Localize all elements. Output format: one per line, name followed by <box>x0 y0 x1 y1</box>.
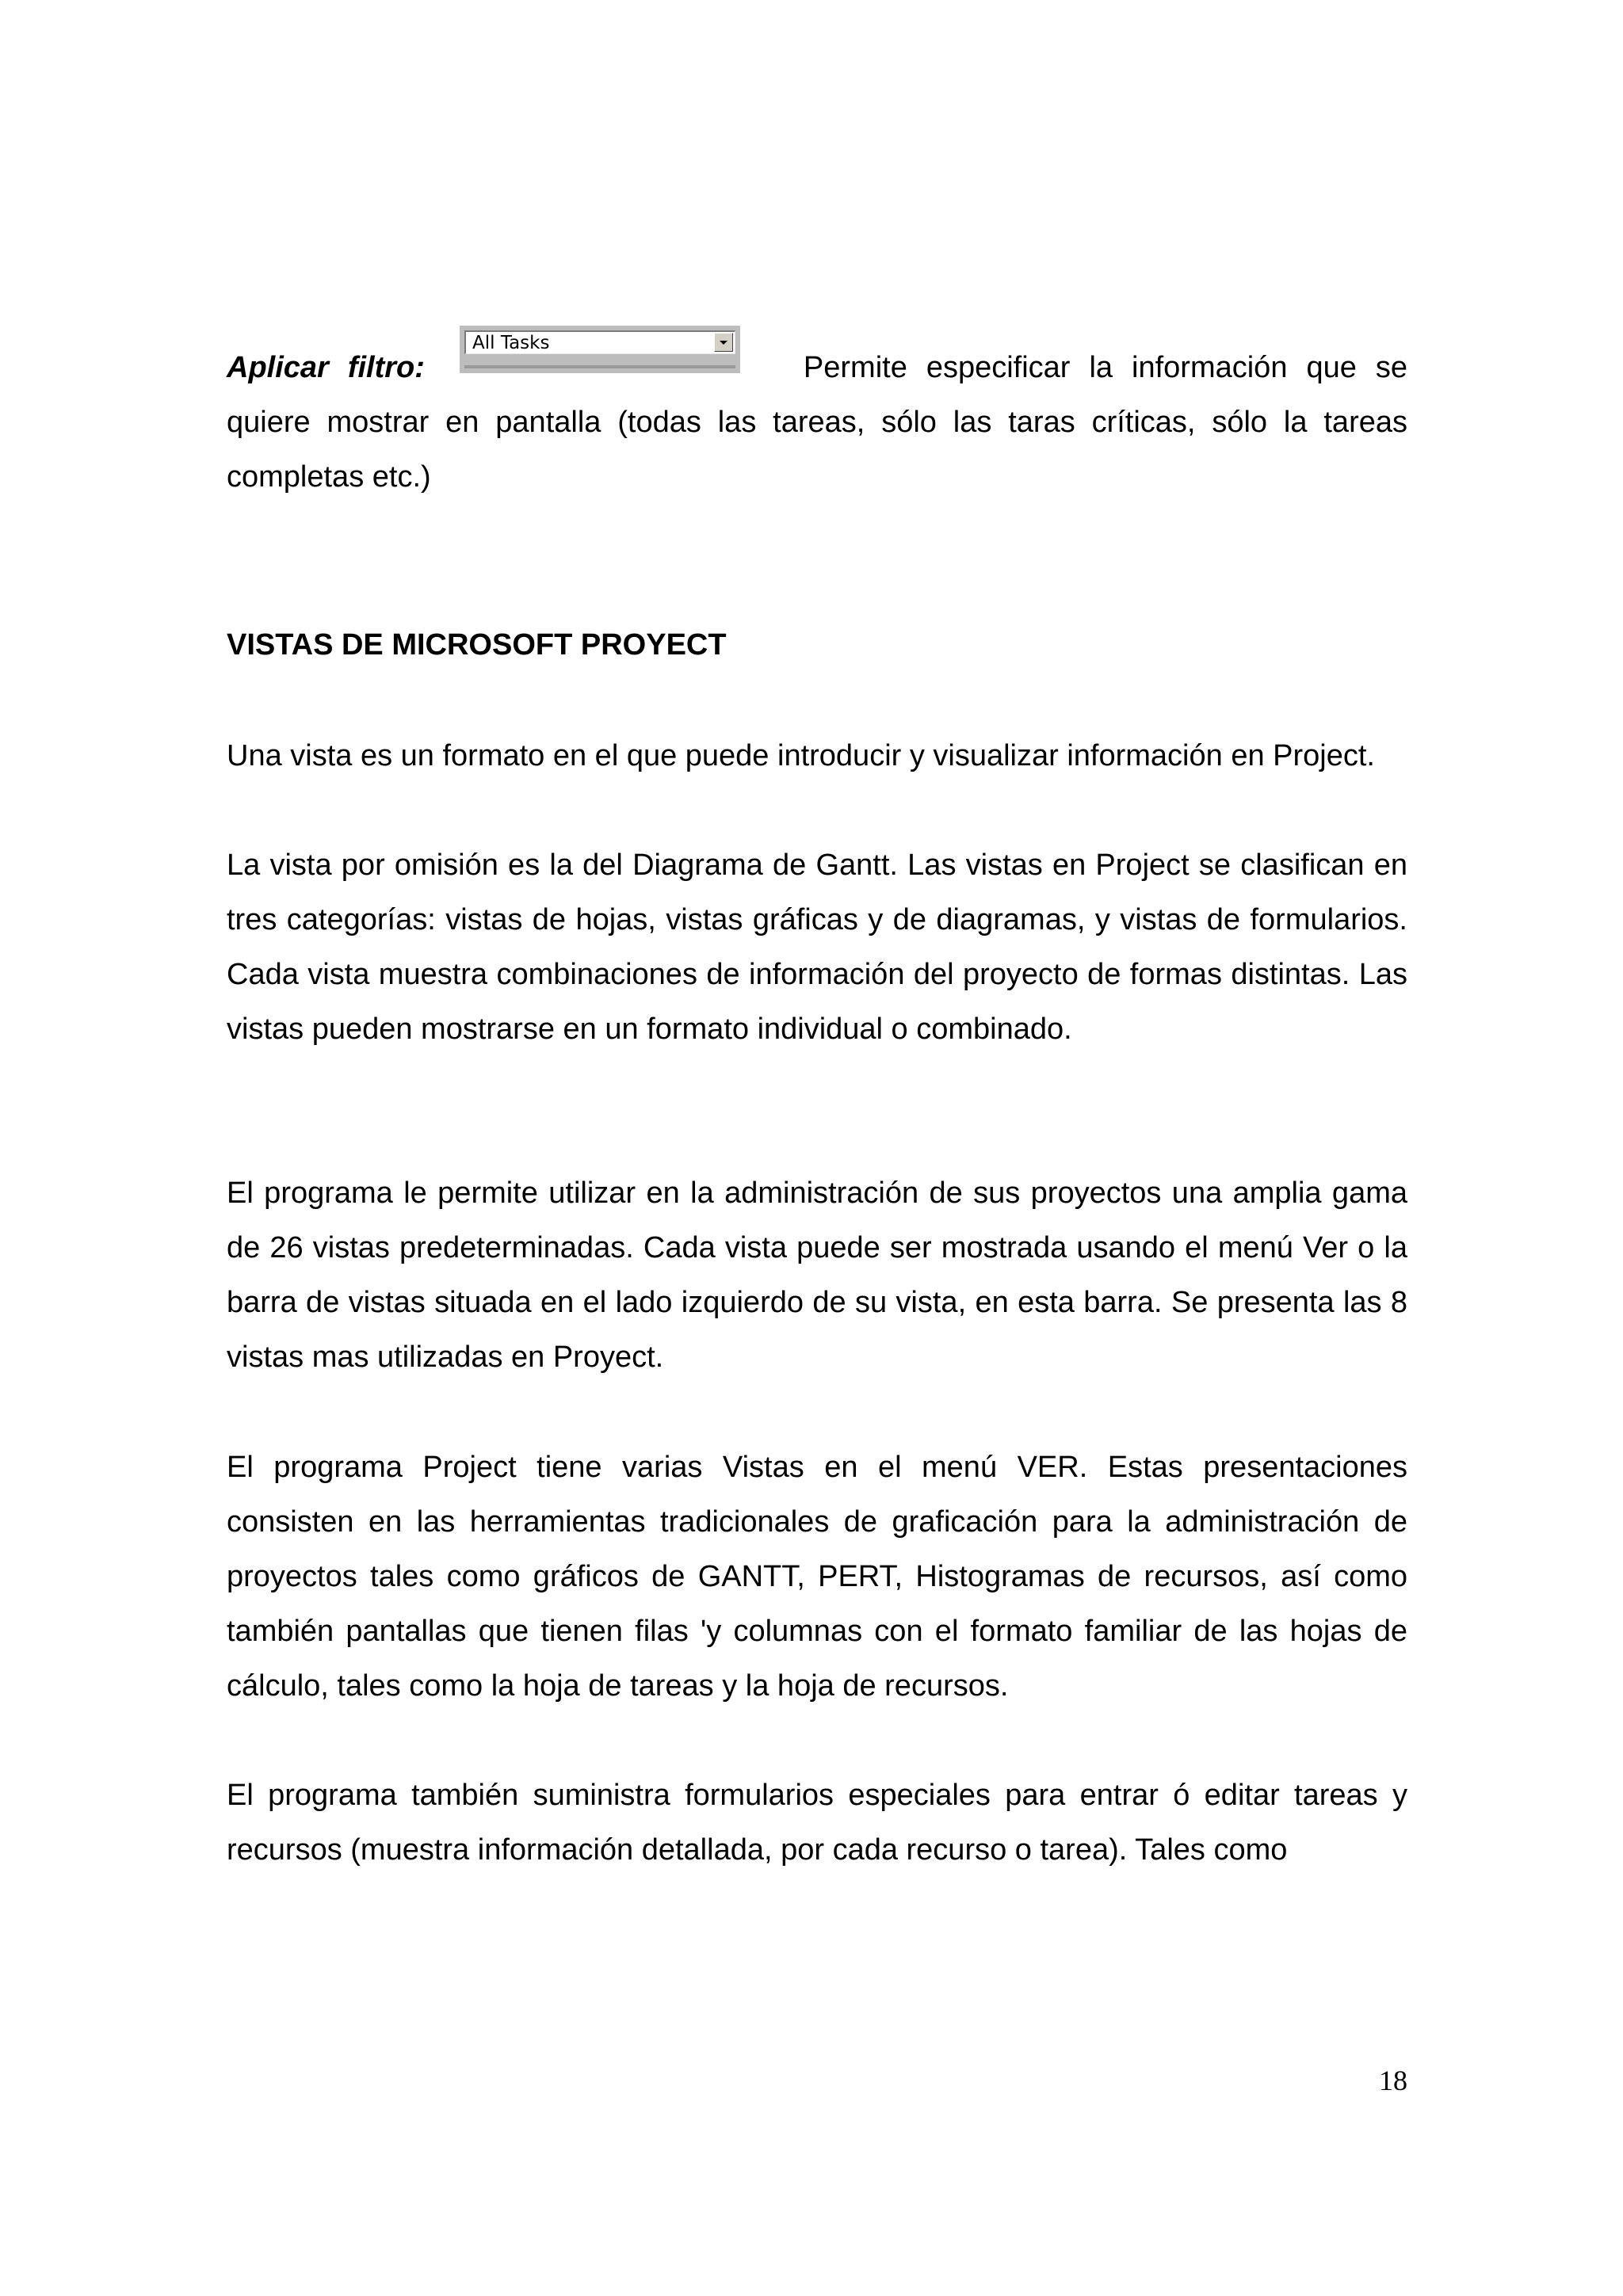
paragraph-intro: Una vista es un formato en el que puede introducir y visualizar información en Project. <box>227 739 1375 772</box>
filter-description: quiere mostrar en pantalla (todas las tareas, sólo las taras críticas, sólo la tareas completas etc.) <box>227 406 1407 494</box>
filter-label-line <box>227 341 1407 395</box>
filter-dropdown[interactable] <box>460 326 740 373</box>
filter-dropdown-base <box>464 365 735 368</box>
filter-label: Aplicar filtro: <box>227 351 425 384</box>
filter-dropdown-field[interactable] <box>464 330 735 354</box>
paragraph-forms: El programa también suministra formularios especiales para entrar ó editar tareas y recursos (muestra información detallada, por cada recurso o tarea). Tales como <box>227 1779 1407 1867</box>
page-number: 18 <box>1379 2065 1407 2096</box>
chevron-down-icon[interactable] <box>714 333 733 352</box>
paragraph-default-view: La vista por omisión es la del Diagrama de Gantt. Las vistas en Project se clasifican en tres categorías: vistas de hojas, vistas gráficas y de diagramas, y vistas de formularios. Cada vista muestra combinaciones de información del proyecto de formas distintas. Las vistas pueden mostrarse en un formato individual o combinado. <box>227 849 1407 1046</box>
paragraph-predefined-views: El programa le permite utilizar en la administración de sus proyectos una amplia gama de 26 vistas predeterminadas. Cada vista puede ser mostrada usando el menú Ver o la barra de vistas situada en el lado izquierdo de su vista, en esta barra. Se presenta las 8 vistas mas utilizadas en Proyect. <box>227 1177 1407 1374</box>
paragraph-ver-menu: El programa Project tiene varias Vistas en el menú VER. Estas presentaciones consisten en las herramientas tradicionales de graficación para la administración de proyectos tales como gráficos de GANTT, PERT, Histogramas de recursos, así como también pantallas que tienen filas 'y columnas con el formato familiar de las hojas de cálculo, tales como la hoja de tareas y la hoja de recursos. <box>227 1451 1407 1703</box>
filter-dropdown-value: All Tasks <box>472 333 550 353</box>
filter-description-first: Permite especificar la información que se <box>803 351 1407 384</box>
section-heading: VISTAS DE MICROSOFT PROYECT <box>227 628 727 662</box>
